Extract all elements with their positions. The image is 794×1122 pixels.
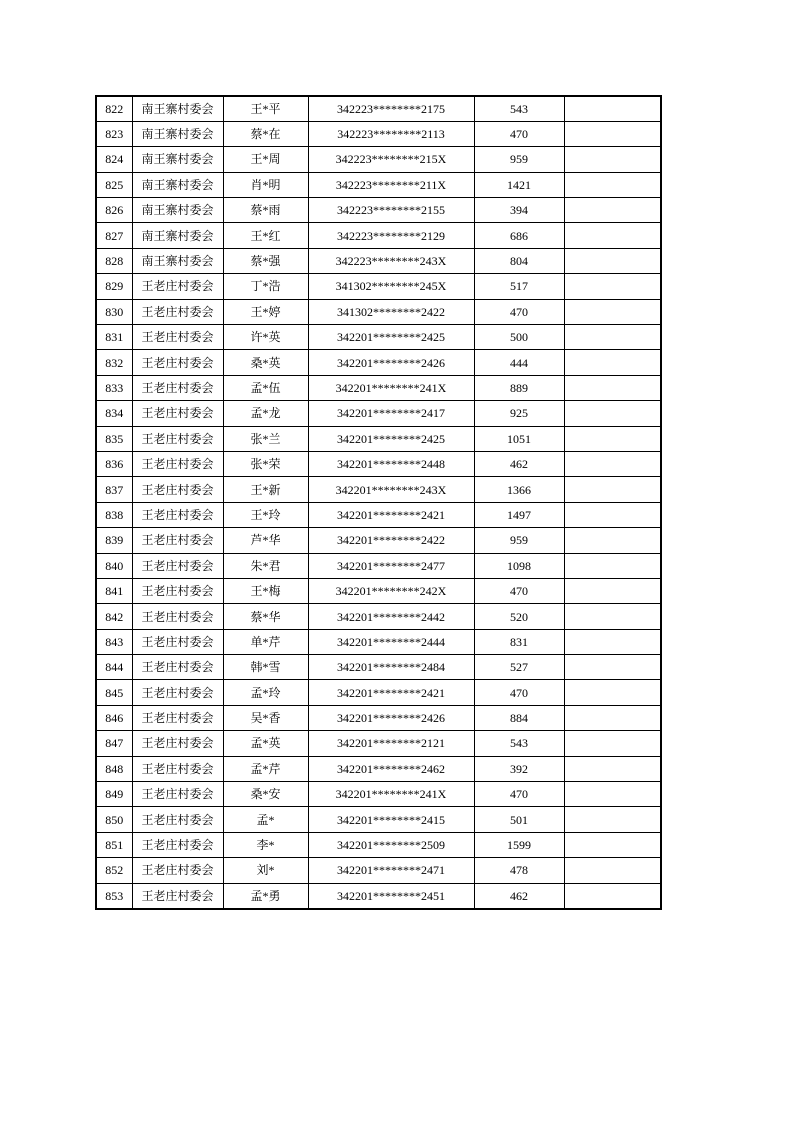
cell-village-committee: 王老庄村委会 bbox=[132, 629, 223, 654]
table-row bbox=[96, 198, 661, 223]
cell-amount: 889 bbox=[474, 375, 564, 400]
table-row bbox=[96, 629, 661, 654]
cell-masked-name: 蔡*强 bbox=[223, 248, 308, 273]
cell-village-committee: 王老庄村委会 bbox=[132, 375, 223, 400]
cell-village-committee: 王老庄村委会 bbox=[132, 451, 223, 476]
cell-masked-id-number: 342201********2421 bbox=[308, 680, 474, 705]
cell-masked-id-number: 342201********2451 bbox=[308, 883, 474, 908]
cell-sequence-number: 824 bbox=[96, 147, 132, 172]
cell-masked-name: 王*婷 bbox=[223, 299, 308, 324]
cell-amount: 543 bbox=[474, 731, 564, 756]
cell-masked-name: 刘* bbox=[223, 858, 308, 883]
cell-blank bbox=[564, 578, 661, 603]
cell-sequence-number: 852 bbox=[96, 858, 132, 883]
cell-village-committee: 南王寨村委会 bbox=[132, 147, 223, 172]
cell-masked-name: 丁*浩 bbox=[223, 274, 308, 299]
cell-masked-id-number: 342201********2471 bbox=[308, 858, 474, 883]
cell-amount: 470 bbox=[474, 782, 564, 807]
cell-masked-id-number: 342201********241X bbox=[308, 375, 474, 400]
cell-amount: 925 bbox=[474, 401, 564, 426]
cell-sequence-number: 846 bbox=[96, 705, 132, 730]
cell-blank bbox=[564, 248, 661, 273]
cell-masked-id-number: 342223********211X bbox=[308, 172, 474, 197]
cell-blank bbox=[564, 147, 661, 172]
cell-sequence-number: 838 bbox=[96, 502, 132, 527]
cell-masked-id-number: 342201********2415 bbox=[308, 807, 474, 832]
cell-blank bbox=[564, 96, 661, 121]
cell-blank bbox=[564, 172, 661, 197]
cell-amount: 520 bbox=[474, 604, 564, 629]
cell-masked-id-number: 342201********2509 bbox=[308, 832, 474, 857]
cell-village-committee: 王老庄村委会 bbox=[132, 604, 223, 629]
cell-amount: 470 bbox=[474, 121, 564, 146]
table-row bbox=[96, 401, 661, 426]
cell-blank bbox=[564, 198, 661, 223]
cell-sequence-number: 837 bbox=[96, 477, 132, 502]
cell-masked-name: 单*芹 bbox=[223, 629, 308, 654]
table-row bbox=[96, 680, 661, 705]
cell-masked-id-number: 342201********2422 bbox=[308, 528, 474, 553]
cell-masked-id-number: 342201********2484 bbox=[308, 655, 474, 680]
cell-sequence-number: 829 bbox=[96, 274, 132, 299]
cell-masked-name: 李* bbox=[223, 832, 308, 857]
cell-masked-id-number: 342223********2129 bbox=[308, 223, 474, 248]
cell-amount: 500 bbox=[474, 325, 564, 350]
table-row bbox=[96, 96, 661, 121]
cell-masked-name: 芦*华 bbox=[223, 528, 308, 553]
cell-masked-id-number: 342201********243X bbox=[308, 477, 474, 502]
cell-masked-name: 孟* bbox=[223, 807, 308, 832]
cell-masked-name: 王*红 bbox=[223, 223, 308, 248]
cell-blank bbox=[564, 782, 661, 807]
table-row bbox=[96, 274, 661, 299]
cell-amount: 501 bbox=[474, 807, 564, 832]
cell-masked-id-number: 342201********2442 bbox=[308, 604, 474, 629]
cell-village-committee: 南王寨村委会 bbox=[132, 121, 223, 146]
cell-masked-id-number: 342223********2113 bbox=[308, 121, 474, 146]
cell-village-committee: 王老庄村委会 bbox=[132, 299, 223, 324]
cell-masked-id-number: 342223********2155 bbox=[308, 198, 474, 223]
cell-masked-name: 吴*香 bbox=[223, 705, 308, 730]
table-row bbox=[96, 121, 661, 146]
table-row bbox=[96, 858, 661, 883]
cell-village-committee: 王老庄村委会 bbox=[132, 807, 223, 832]
table-row bbox=[96, 502, 661, 527]
cell-blank bbox=[564, 832, 661, 857]
cell-masked-id-number: 342201********2421 bbox=[308, 502, 474, 527]
cell-village-committee: 王老庄村委会 bbox=[132, 680, 223, 705]
cell-blank bbox=[564, 299, 661, 324]
cell-masked-id-number: 342201********2426 bbox=[308, 350, 474, 375]
cell-masked-name: 许*英 bbox=[223, 325, 308, 350]
cell-sequence-number: 843 bbox=[96, 629, 132, 654]
cell-masked-name: 孟*玲 bbox=[223, 680, 308, 705]
cell-sequence-number: 844 bbox=[96, 655, 132, 680]
table-row bbox=[96, 782, 661, 807]
cell-amount: 1421 bbox=[474, 172, 564, 197]
cell-sequence-number: 842 bbox=[96, 604, 132, 629]
cell-sequence-number: 828 bbox=[96, 248, 132, 273]
cell-masked-name: 孟*芹 bbox=[223, 756, 308, 781]
cell-masked-name: 孟*龙 bbox=[223, 401, 308, 426]
table-row bbox=[96, 172, 661, 197]
cell-masked-id-number: 342201********2462 bbox=[308, 756, 474, 781]
table-row bbox=[96, 451, 661, 476]
cell-masked-name: 蔡*在 bbox=[223, 121, 308, 146]
beneficiary-table bbox=[95, 95, 662, 910]
cell-amount: 831 bbox=[474, 629, 564, 654]
cell-blank bbox=[564, 274, 661, 299]
cell-masked-id-number: 342201********2477 bbox=[308, 553, 474, 578]
table-row bbox=[96, 375, 661, 400]
cell-blank bbox=[564, 756, 661, 781]
cell-amount: 517 bbox=[474, 274, 564, 299]
cell-masked-id-number: 342201********2444 bbox=[308, 629, 474, 654]
cell-masked-name: 王*新 bbox=[223, 477, 308, 502]
cell-masked-name: 朱*君 bbox=[223, 553, 308, 578]
cell-amount: 462 bbox=[474, 451, 564, 476]
cell-sequence-number: 823 bbox=[96, 121, 132, 146]
cell-amount: 686 bbox=[474, 223, 564, 248]
cell-blank bbox=[564, 731, 661, 756]
cell-masked-id-number: 342223********243X bbox=[308, 248, 474, 273]
cell-amount: 884 bbox=[474, 705, 564, 730]
cell-sequence-number: 839 bbox=[96, 528, 132, 553]
table-row bbox=[96, 147, 661, 172]
cell-sequence-number: 822 bbox=[96, 96, 132, 121]
cell-amount: 1599 bbox=[474, 832, 564, 857]
cell-blank bbox=[564, 604, 661, 629]
cell-village-committee: 王老庄村委会 bbox=[132, 274, 223, 299]
table-row bbox=[96, 325, 661, 350]
table-row bbox=[96, 553, 661, 578]
cell-village-committee: 王老庄村委会 bbox=[132, 756, 223, 781]
cell-sequence-number: 845 bbox=[96, 680, 132, 705]
cell-blank bbox=[564, 858, 661, 883]
table-row bbox=[96, 705, 661, 730]
cell-amount: 1098 bbox=[474, 553, 564, 578]
cell-sequence-number: 850 bbox=[96, 807, 132, 832]
cell-amount: 470 bbox=[474, 299, 564, 324]
cell-sequence-number: 848 bbox=[96, 756, 132, 781]
cell-masked-id-number: 342201********2425 bbox=[308, 426, 474, 451]
table-row bbox=[96, 528, 661, 553]
cell-masked-id-number: 342201********2448 bbox=[308, 451, 474, 476]
cell-amount: 478 bbox=[474, 858, 564, 883]
cell-amount: 1366 bbox=[474, 477, 564, 502]
cell-masked-id-number: 342201********2426 bbox=[308, 705, 474, 730]
cell-blank bbox=[564, 528, 661, 553]
table-row bbox=[96, 223, 661, 248]
cell-amount: 462 bbox=[474, 883, 564, 908]
cell-amount: 959 bbox=[474, 147, 564, 172]
cell-sequence-number: 830 bbox=[96, 299, 132, 324]
cell-masked-name: 肖*明 bbox=[223, 172, 308, 197]
cell-sequence-number: 836 bbox=[96, 451, 132, 476]
cell-masked-name: 王*玲 bbox=[223, 502, 308, 527]
cell-blank bbox=[564, 325, 661, 350]
cell-blank bbox=[564, 477, 661, 502]
cell-amount: 959 bbox=[474, 528, 564, 553]
cell-village-committee: 王老庄村委会 bbox=[132, 731, 223, 756]
cell-sequence-number: 851 bbox=[96, 832, 132, 857]
cell-masked-name: 王*平 bbox=[223, 96, 308, 121]
cell-village-committee: 王老庄村委会 bbox=[132, 426, 223, 451]
cell-amount: 394 bbox=[474, 198, 564, 223]
table-row bbox=[96, 299, 661, 324]
cell-blank bbox=[564, 375, 661, 400]
cell-masked-id-number: 342201********2425 bbox=[308, 325, 474, 350]
cell-village-committee: 王老庄村委会 bbox=[132, 325, 223, 350]
cell-village-committee: 王老庄村委会 bbox=[132, 502, 223, 527]
cell-masked-id-number: 341302********2422 bbox=[308, 299, 474, 324]
cell-village-committee: 王老庄村委会 bbox=[132, 782, 223, 807]
cell-blank bbox=[564, 883, 661, 908]
cell-masked-id-number: 341302********245X bbox=[308, 274, 474, 299]
cell-village-committee: 王老庄村委会 bbox=[132, 401, 223, 426]
cell-village-committee: 王老庄村委会 bbox=[132, 858, 223, 883]
cell-masked-name: 蔡*雨 bbox=[223, 198, 308, 223]
cell-amount: 444 bbox=[474, 350, 564, 375]
cell-village-committee: 南王寨村委会 bbox=[132, 248, 223, 273]
cell-amount: 1051 bbox=[474, 426, 564, 451]
cell-amount: 470 bbox=[474, 680, 564, 705]
cell-blank bbox=[564, 401, 661, 426]
cell-blank bbox=[564, 502, 661, 527]
cell-masked-name: 孟*勇 bbox=[223, 883, 308, 908]
cell-sequence-number: 833 bbox=[96, 375, 132, 400]
table-row bbox=[96, 248, 661, 273]
cell-masked-id-number: 342223********215X bbox=[308, 147, 474, 172]
cell-village-committee: 王老庄村委会 bbox=[132, 578, 223, 603]
cell-sequence-number: 841 bbox=[96, 578, 132, 603]
cell-sequence-number: 849 bbox=[96, 782, 132, 807]
cell-masked-id-number: 342223********2175 bbox=[308, 96, 474, 121]
cell-blank bbox=[564, 553, 661, 578]
cell-masked-name: 王*周 bbox=[223, 147, 308, 172]
table-row bbox=[96, 426, 661, 451]
cell-village-committee: 南王寨村委会 bbox=[132, 223, 223, 248]
cell-sequence-number: 853 bbox=[96, 883, 132, 908]
cell-village-committee: 南王寨村委会 bbox=[132, 96, 223, 121]
table-row bbox=[96, 477, 661, 502]
cell-blank bbox=[564, 629, 661, 654]
cell-masked-name: 张*兰 bbox=[223, 426, 308, 451]
cell-blank bbox=[564, 807, 661, 832]
table-row bbox=[96, 578, 661, 603]
cell-masked-id-number: 342201********241X bbox=[308, 782, 474, 807]
table-row bbox=[96, 756, 661, 781]
cell-blank bbox=[564, 655, 661, 680]
cell-amount: 543 bbox=[474, 96, 564, 121]
cell-masked-name: 孟*伍 bbox=[223, 375, 308, 400]
cell-sequence-number: 847 bbox=[96, 731, 132, 756]
cell-sequence-number: 834 bbox=[96, 401, 132, 426]
cell-sequence-number: 826 bbox=[96, 198, 132, 223]
table-body bbox=[96, 96, 661, 909]
cell-village-committee: 南王寨村委会 bbox=[132, 198, 223, 223]
cell-masked-name: 韩*雪 bbox=[223, 655, 308, 680]
cell-blank bbox=[564, 705, 661, 730]
table-row bbox=[96, 655, 661, 680]
cell-village-committee: 王老庄村委会 bbox=[132, 832, 223, 857]
cell-blank bbox=[564, 451, 661, 476]
table-row bbox=[96, 604, 661, 629]
cell-masked-name: 蔡*华 bbox=[223, 604, 308, 629]
cell-sequence-number: 832 bbox=[96, 350, 132, 375]
cell-blank bbox=[564, 680, 661, 705]
cell-masked-name: 桑*安 bbox=[223, 782, 308, 807]
table-row bbox=[96, 350, 661, 375]
cell-blank bbox=[564, 350, 661, 375]
cell-sequence-number: 831 bbox=[96, 325, 132, 350]
cell-sequence-number: 835 bbox=[96, 426, 132, 451]
cell-masked-id-number: 342201********2121 bbox=[308, 731, 474, 756]
cell-masked-name: 桑*英 bbox=[223, 350, 308, 375]
cell-village-committee: 王老庄村委会 bbox=[132, 350, 223, 375]
cell-blank bbox=[564, 223, 661, 248]
cell-blank bbox=[564, 121, 661, 146]
cell-village-committee: 王老庄村委会 bbox=[132, 705, 223, 730]
cell-masked-name: 孟*英 bbox=[223, 731, 308, 756]
table-row bbox=[96, 883, 661, 908]
cell-village-committee: 王老庄村委会 bbox=[132, 655, 223, 680]
cell-masked-id-number: 342201********2417 bbox=[308, 401, 474, 426]
cell-sequence-number: 840 bbox=[96, 553, 132, 578]
cell-amount: 804 bbox=[474, 248, 564, 273]
cell-blank bbox=[564, 426, 661, 451]
cell-amount: 527 bbox=[474, 655, 564, 680]
cell-masked-name: 张*荣 bbox=[223, 451, 308, 476]
cell-amount: 1497 bbox=[474, 502, 564, 527]
table-row bbox=[96, 832, 661, 857]
cell-sequence-number: 827 bbox=[96, 223, 132, 248]
cell-masked-name: 王*梅 bbox=[223, 578, 308, 603]
cell-sequence-number: 825 bbox=[96, 172, 132, 197]
cell-village-committee: 王老庄村委会 bbox=[132, 528, 223, 553]
cell-village-committee: 南王寨村委会 bbox=[132, 172, 223, 197]
cell-village-committee: 王老庄村委会 bbox=[132, 883, 223, 908]
cell-village-committee: 王老庄村委会 bbox=[132, 477, 223, 502]
cell-masked-id-number: 342201********242X bbox=[308, 578, 474, 603]
table-row bbox=[96, 807, 661, 832]
cell-amount: 392 bbox=[474, 756, 564, 781]
table-row bbox=[96, 731, 661, 756]
cell-amount: 470 bbox=[474, 578, 564, 603]
cell-village-committee: 王老庄村委会 bbox=[132, 553, 223, 578]
